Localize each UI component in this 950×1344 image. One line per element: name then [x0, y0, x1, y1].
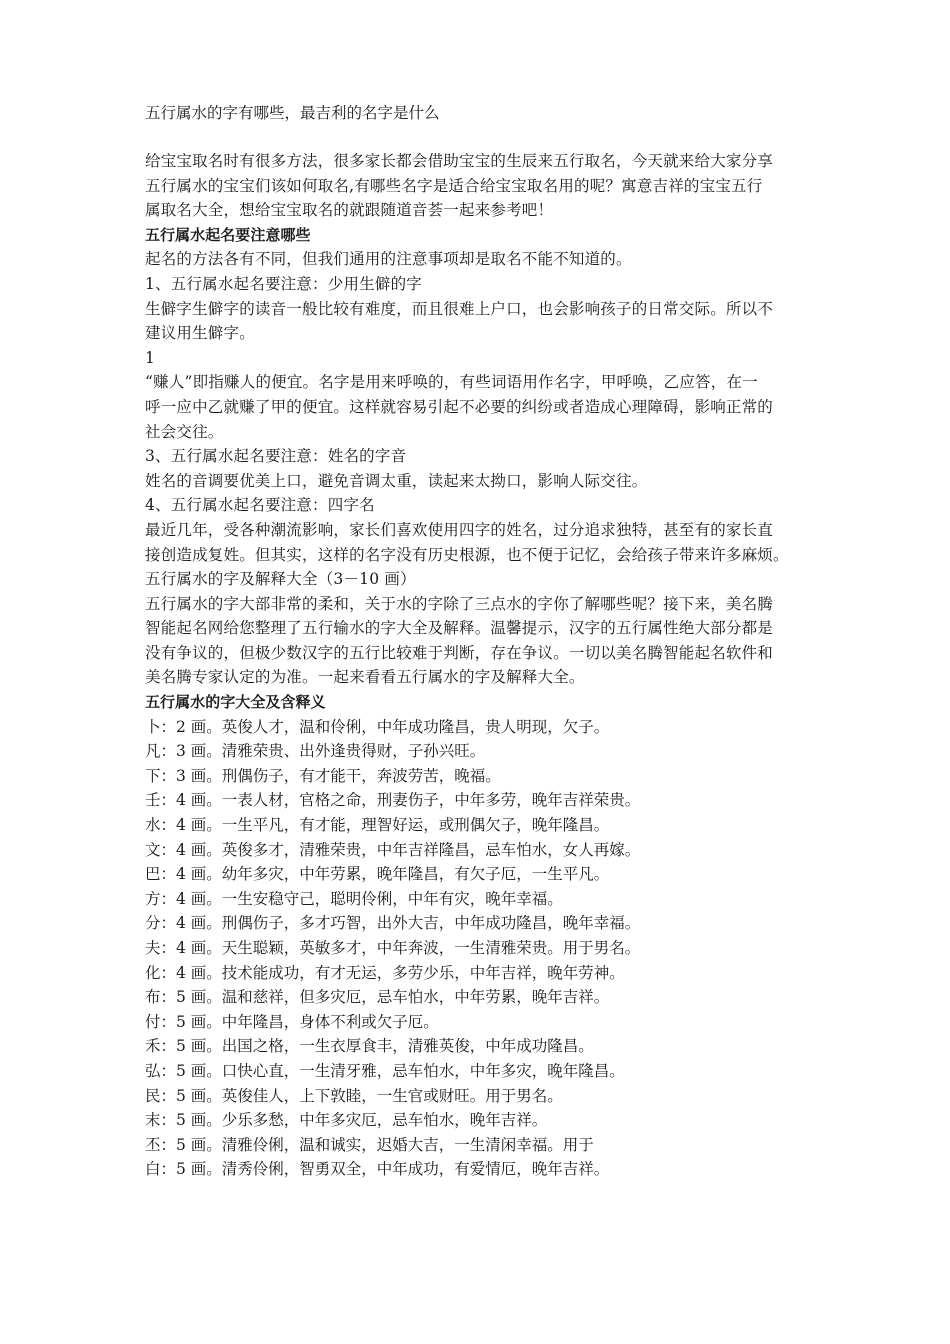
document-title: 五行属水的字有哪些，最吉利的名字是什么: [145, 104, 440, 122]
intro-line-2: 五行属水的宝宝们该如何取名,有哪些名字是适合给宝宝取名用的呢？寓意吉祥的宝宝五行: [145, 176, 763, 195]
list-item: 卜：2 画。英俊人才，温和伶俐，中年成功隆昌，贵人明现，欠子。: [145, 717, 610, 736]
note-3-body: 姓名的音调要优美上口，避免音调太重，读起来太拗口，影响人际交往。: [145, 471, 648, 490]
list-item: 凡：3 画。清雅荣贵、出外逢贵得财，子孙兴旺。: [145, 742, 486, 761]
list-item: 方：4 画。一生安稳守己，聪明伶俐，中年有灾，晚年幸福。: [145, 889, 563, 908]
list-item: 巴：4 画。幼年多灾，中年劳累，晚年隆昌，有欠子厄，一生平凡。: [145, 865, 610, 884]
heading-character-list: 五行属水的字大全及含释义: [145, 693, 326, 712]
list-item: 末：5 画。少乐多愁，中年多灾厄，忌车怕水，晚年吉祥。: [145, 1111, 548, 1130]
list-item: 文：4 画。英俊多才，清雅荣贵，中年吉祥隆昌，忌车怕水，女人再嫁。: [145, 840, 641, 859]
heading-naming-notes: 五行属水起名要注意哪些: [145, 225, 311, 244]
section-2-title: 五行属水的字及解释大全（3－10 画）: [145, 570, 416, 589]
list-item: 夫：4 画。天生聪颖，英敏多才，中年奔波，一生清雅荣贵。用于男名。: [145, 939, 641, 957]
note-2-line-2: 呼一应中乙就赚了甲的便宜。这样就容易引起不必要的纠纷或者造成心理障碍，影响正常的: [145, 397, 774, 416]
list-item: 付：5 画。中年隆昌，身体不利或欠子厄。: [145, 1012, 439, 1031]
list-item: 布：5 画。温和慈祥，但多灾厄，忌车怕水，中年劳累，晚年吉祥。: [145, 988, 610, 1007]
list-item: 禾：5 画。出国之格，一生衣厚食丰，清雅英俊，中年成功隆昌。: [145, 1037, 594, 1056]
stray-number: 1: [145, 348, 156, 367]
list-item: 化：4 画。技术能成功，有才无运，多劳少乐，中年吉祥，晚年劳神。: [145, 963, 625, 982]
naming-notes-intro: 起名的方法各有不同，但我们通用的注意事项却是取名不能不知道的。: [145, 250, 632, 269]
section-2-line-3: 没有争议的，但极少数汉字的五行比较难于判断，存在争议。一切以美名腾智能起名软件和: [145, 643, 774, 662]
list-item: 白：5 画。清秀伶俐，智勇双全，中年成功，有爱情厄，晚年吉祥。: [145, 1160, 610, 1179]
list-item: 弘：5 画。口快心直，一生清牙雅，忌车怕水，中年多灾，晚年隆昌。: [145, 1061, 625, 1080]
list-item: 民：5 画。英俊佳人，上下敦睦，一生官或财旺。用于男名。: [145, 1086, 563, 1105]
intro-line-3: 属取名大全，想给宝宝取名的就跟随道音荟一起来参考吧！: [145, 201, 554, 220]
blank-line: [145, 125, 825, 149]
note-4-line-2: 接创造成复姓。但其实，这样的名字没有历史根源，也不便于记忆，会给孩子带来许多麻烦。: [145, 545, 789, 564]
note-4-line-1: 最近几年，受各种潮流影响，家长们喜欢使用四字的姓名，过分追求独特，甚至有的家长直: [145, 520, 774, 539]
note-1-line-1: 生僻字生僻字的读音一般比较有难度，而且很难上户口，也会影响孩子的日常交际。所以不: [145, 299, 774, 318]
list-item: 水：4 画。一生平凡，有才能，理智好运，或刑偶欠子，晚年隆昌。: [145, 816, 610, 835]
list-item: 丕：5 画。清雅伶俐，温和诚实，迟婚大吉，一生清闲幸福。用于: [145, 1135, 594, 1154]
list-item: 下：3 画。刑偶伤子，有才能干，奔波劳苦，晚福。: [145, 766, 501, 785]
note-1-line-2: 建议用生僻字。: [145, 324, 255, 343]
note-1-title: 1、五行属水起名要注意：少用生僻的字: [145, 274, 422, 293]
list-item: 分：4 画。刑偶伤子，多才巧智，出外大吉，中年成功隆昌，晚年幸福。: [145, 914, 641, 933]
note-2-line-1: “赚人”即指赚人的便宜。名字是用来呼唤的，有些词语用作名字，甲呼唤，乙应答，在一: [145, 373, 758, 392]
character-list: [145, 715, 825, 1182]
section-2-line-2: 智能起名网给您整理了五行输水的字大全及解释。温馨提示，汉字的五行属性绝大部分都是: [145, 619, 774, 638]
intro-line-1: 给宝宝取名时有很多方法，很多家长都会借助宝宝的生辰来五行取名，今天就来给大家分享: [145, 152, 774, 170]
note-4-title: 4、五行属水起名要注意：四字名: [145, 496, 375, 515]
section-2-line-4: 美名腾专家认定的为准。一起来看看五行属水的字及解释大全。: [145, 668, 585, 687]
note-2-line-3: 社会交往。: [145, 422, 224, 441]
document-page: [145, 101, 825, 1182]
list-item: 壬：4 画。一表人材，官格之命，刑妻伤子，中年多劳，晚年吉祥荣贵。: [145, 791, 641, 810]
section-2-line-1: 五行属水的字大部非常的柔和，关于水的字除了三点水的字你了解哪些呢？接下来，美名腾: [145, 594, 774, 613]
note-3-title: 3、五行属水起名要注意：姓名的字音: [145, 447, 407, 466]
